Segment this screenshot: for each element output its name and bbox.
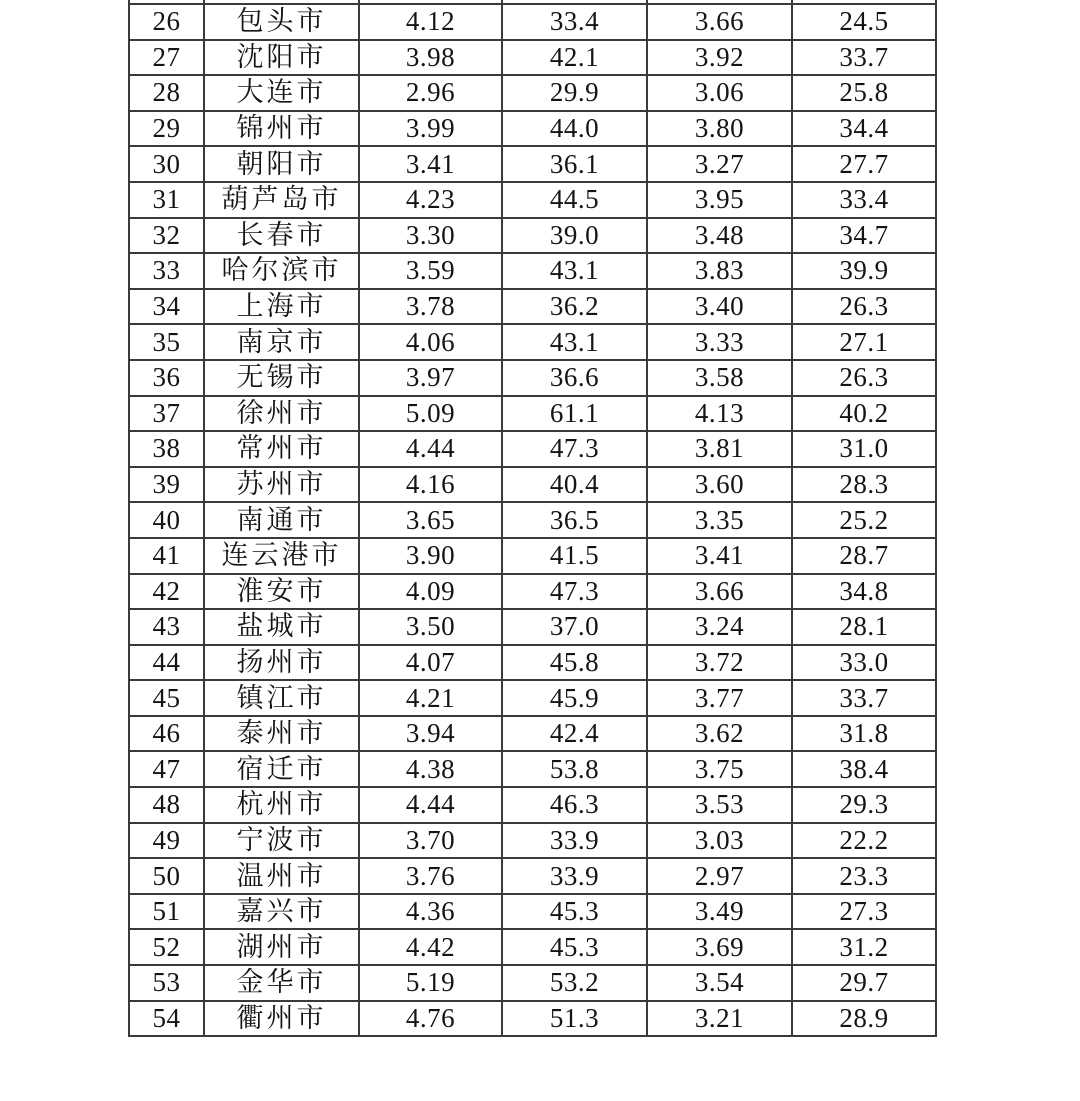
value-cell-1: 4.44	[359, 787, 502, 823]
value-cell-2: 36.1	[502, 146, 647, 182]
table-row	[129, 75, 936, 111]
table-row	[129, 146, 936, 182]
table-row	[129, 324, 936, 360]
city-name-cell: 长春市	[204, 218, 359, 254]
value-cell-3: 3.72	[647, 645, 792, 681]
value-cell-2: 45.3	[502, 929, 647, 965]
table-row	[129, 360, 936, 396]
value-cell-4: 25.2	[792, 502, 936, 538]
value-cell-1: 4.06	[359, 324, 502, 360]
row-number-cell: 33	[129, 253, 204, 289]
value-cell-1: 4.38	[359, 751, 502, 787]
row-number-cell: 54	[129, 1001, 204, 1037]
row-number-cell: 49	[129, 823, 204, 859]
value-cell-2: 40.4	[502, 467, 647, 503]
value-cell-4: 33.4	[792, 182, 936, 218]
table-row	[129, 894, 936, 930]
row-number-cell: 44	[129, 645, 204, 681]
value-cell-4: 26.3	[792, 360, 936, 396]
value-cell-3: 3.27	[647, 146, 792, 182]
row-number-cell: 48	[129, 787, 204, 823]
value-cell-3: 3.06	[647, 75, 792, 111]
row-number-cell: 34	[129, 289, 204, 325]
table-row	[129, 716, 936, 752]
value-cell-4: 27.3	[792, 894, 936, 930]
city-name-cell: 上海市	[204, 289, 359, 325]
value-cell-3: 3.83	[647, 253, 792, 289]
value-cell-1: 4.42	[359, 929, 502, 965]
value-cell-1: 4.44	[359, 431, 502, 467]
value-cell-4: 33.0	[792, 645, 936, 681]
table-row	[129, 431, 936, 467]
value-cell-3: 3.62	[647, 716, 792, 752]
value-cell-2: 42.4	[502, 716, 647, 752]
value-cell-2: 45.8	[502, 645, 647, 681]
row-number-cell: 51	[129, 894, 204, 930]
row-number-cell: 36	[129, 360, 204, 396]
value-cell-3: 3.49	[647, 894, 792, 930]
table-row	[129, 40, 936, 76]
value-cell-2: 61.1	[502, 396, 647, 432]
row-number-cell: 50	[129, 858, 204, 894]
table-row	[129, 502, 936, 538]
value-cell-2: 39.0	[502, 218, 647, 254]
city-name-cell: 泰州市	[204, 716, 359, 752]
city-name-cell: 苏州市	[204, 467, 359, 503]
value-cell-1: 4.21	[359, 680, 502, 716]
value-cell-4: 28.7	[792, 538, 936, 574]
city-name-cell: 杭州市	[204, 787, 359, 823]
value-cell-1: 3.30	[359, 218, 502, 254]
value-cell-3: 3.48	[647, 218, 792, 254]
table-row	[129, 538, 936, 574]
value-cell-3: 3.66	[647, 4, 792, 40]
value-cell-4: 28.3	[792, 467, 936, 503]
table-body	[129, 0, 936, 1036]
value-cell-3: 3.58	[647, 360, 792, 396]
row-number-cell: 47	[129, 751, 204, 787]
value-cell-2: 47.3	[502, 574, 647, 610]
city-name-cell: 衢州市	[204, 1001, 359, 1037]
value-cell-3: 4.13	[647, 396, 792, 432]
table-row	[129, 1001, 936, 1037]
table-row	[129, 823, 936, 859]
value-cell-1: 5.09	[359, 396, 502, 432]
value-cell-3: 3.69	[647, 929, 792, 965]
value-cell-4: 27.7	[792, 146, 936, 182]
city-name-cell: 镇江市	[204, 680, 359, 716]
value-cell-4: 34.7	[792, 218, 936, 254]
row-number-cell: 41	[129, 538, 204, 574]
row-number-cell: 37	[129, 396, 204, 432]
city-name-cell: 葫芦岛市	[204, 182, 359, 218]
city-name-cell: 盐城市	[204, 609, 359, 645]
value-cell-1: 3.78	[359, 289, 502, 325]
city-name-cell: 温州市	[204, 858, 359, 894]
row-number-cell: 52	[129, 929, 204, 965]
city-statistics-table	[128, 0, 937, 1037]
city-name-cell: 扬州市	[204, 645, 359, 681]
value-cell-2: 36.5	[502, 502, 647, 538]
value-cell-4: 31.0	[792, 431, 936, 467]
city-name-cell: 金华市	[204, 965, 359, 1001]
value-cell-4: 34.4	[792, 111, 936, 147]
city-name-cell: 锦州市	[204, 111, 359, 147]
row-number-cell: 45	[129, 680, 204, 716]
value-cell-1: 3.90	[359, 538, 502, 574]
city-name-cell: 连云港市	[204, 538, 359, 574]
value-cell-3: 2.97	[647, 858, 792, 894]
table-row	[129, 609, 936, 645]
value-cell-4: 39.9	[792, 253, 936, 289]
row-number-cell: 26	[129, 4, 204, 40]
value-cell-1: 2.96	[359, 75, 502, 111]
value-cell-3: 3.35	[647, 502, 792, 538]
value-cell-3: 3.75	[647, 751, 792, 787]
table-row	[129, 289, 936, 325]
table-row	[129, 929, 936, 965]
value-cell-1: 5.19	[359, 965, 502, 1001]
value-cell-2: 45.9	[502, 680, 647, 716]
value-cell-2: 36.6	[502, 360, 647, 396]
table-row	[129, 645, 936, 681]
value-cell-1: 3.59	[359, 253, 502, 289]
value-cell-3: 3.92	[647, 40, 792, 76]
table-row	[129, 965, 936, 1001]
value-cell-4: 29.7	[792, 965, 936, 1001]
table-row	[129, 680, 936, 716]
value-cell-4: 34.8	[792, 574, 936, 610]
value-cell-4: 28.9	[792, 1001, 936, 1037]
city-name-cell: 徐州市	[204, 396, 359, 432]
value-cell-1: 4.07	[359, 645, 502, 681]
value-cell-4: 40.2	[792, 396, 936, 432]
value-cell-2: 44.5	[502, 182, 647, 218]
value-cell-1: 3.99	[359, 111, 502, 147]
value-cell-3: 3.66	[647, 574, 792, 610]
city-name-cell: 大连市	[204, 75, 359, 111]
value-cell-4: 31.2	[792, 929, 936, 965]
value-cell-1: 3.50	[359, 609, 502, 645]
table-row	[129, 467, 936, 503]
table-row	[129, 182, 936, 218]
value-cell-3: 3.77	[647, 680, 792, 716]
city-name-cell: 宿迁市	[204, 751, 359, 787]
value-cell-4: 22.2	[792, 823, 936, 859]
value-cell-4: 29.3	[792, 787, 936, 823]
value-cell-2: 51.3	[502, 1001, 647, 1037]
table-row	[129, 4, 936, 40]
city-name-cell: 沈阳市	[204, 40, 359, 76]
city-name-cell: 朝阳市	[204, 146, 359, 182]
value-cell-1: 4.16	[359, 467, 502, 503]
table-row	[129, 218, 936, 254]
value-cell-4: 33.7	[792, 680, 936, 716]
city-name-cell: 常州市	[204, 431, 359, 467]
value-cell-4: 31.8	[792, 716, 936, 752]
table-row	[129, 574, 936, 610]
value-cell-2: 45.3	[502, 894, 647, 930]
value-cell-3: 3.80	[647, 111, 792, 147]
table-row	[129, 253, 936, 289]
value-cell-3: 3.21	[647, 1001, 792, 1037]
city-name-cell: 宁波市	[204, 823, 359, 859]
value-cell-4: 27.1	[792, 324, 936, 360]
row-number-cell: 46	[129, 716, 204, 752]
value-cell-2: 37.0	[502, 609, 647, 645]
row-number-cell: 31	[129, 182, 204, 218]
value-cell-1: 4.76	[359, 1001, 502, 1037]
value-cell-1: 3.70	[359, 823, 502, 859]
value-cell-3: 3.60	[647, 467, 792, 503]
value-cell-2: 33.9	[502, 858, 647, 894]
row-number-cell: 38	[129, 431, 204, 467]
value-cell-1: 3.76	[359, 858, 502, 894]
value-cell-3: 3.33	[647, 324, 792, 360]
value-cell-2: 53.8	[502, 751, 647, 787]
row-number-cell: 30	[129, 146, 204, 182]
row-number-cell: 27	[129, 40, 204, 76]
value-cell-1: 3.94	[359, 716, 502, 752]
value-cell-2: 41.5	[502, 538, 647, 574]
value-cell-2: 36.2	[502, 289, 647, 325]
value-cell-3: 3.95	[647, 182, 792, 218]
row-number-cell: 40	[129, 502, 204, 538]
city-name-cell: 南京市	[204, 324, 359, 360]
value-cell-1: 4.09	[359, 574, 502, 610]
value-cell-3: 3.54	[647, 965, 792, 1001]
value-cell-3: 3.41	[647, 538, 792, 574]
value-cell-4: 25.8	[792, 75, 936, 111]
value-cell-2: 29.9	[502, 75, 647, 111]
table-row	[129, 396, 936, 432]
city-name-cell: 湖州市	[204, 929, 359, 965]
value-cell-1: 3.65	[359, 502, 502, 538]
value-cell-1: 4.23	[359, 182, 502, 218]
value-cell-2: 42.1	[502, 40, 647, 76]
value-cell-3: 3.40	[647, 289, 792, 325]
value-cell-2: 53.2	[502, 965, 647, 1001]
value-cell-1: 4.12	[359, 4, 502, 40]
value-cell-4: 38.4	[792, 751, 936, 787]
value-cell-4: 26.3	[792, 289, 936, 325]
value-cell-4: 33.7	[792, 40, 936, 76]
table-row	[129, 751, 936, 787]
value-cell-4: 28.1	[792, 609, 936, 645]
value-cell-4: 24.5	[792, 4, 936, 40]
value-cell-2: 43.1	[502, 253, 647, 289]
value-cell-1: 4.36	[359, 894, 502, 930]
city-name-cell: 淮安市	[204, 574, 359, 610]
city-name-cell: 嘉兴市	[204, 894, 359, 930]
value-cell-2: 44.0	[502, 111, 647, 147]
city-name-cell: 哈尔滨市	[204, 253, 359, 289]
row-number-cell: 29	[129, 111, 204, 147]
city-name-cell: 无锡市	[204, 360, 359, 396]
row-number-cell: 53	[129, 965, 204, 1001]
value-cell-2: 47.3	[502, 431, 647, 467]
table-row	[129, 787, 936, 823]
row-number-cell: 43	[129, 609, 204, 645]
city-name-cell: 包头市	[204, 4, 359, 40]
value-cell-3: 3.53	[647, 787, 792, 823]
row-number-cell: 42	[129, 574, 204, 610]
value-cell-3: 3.81	[647, 431, 792, 467]
row-number-cell: 35	[129, 324, 204, 360]
row-number-cell: 39	[129, 467, 204, 503]
value-cell-1: 3.97	[359, 360, 502, 396]
city-name-cell: 南通市	[204, 502, 359, 538]
value-cell-3: 3.24	[647, 609, 792, 645]
table-row	[129, 111, 936, 147]
value-cell-2: 33.4	[502, 4, 647, 40]
value-cell-4: 23.3	[792, 858, 936, 894]
value-cell-2: 43.1	[502, 324, 647, 360]
row-number-cell: 28	[129, 75, 204, 111]
value-cell-1: 3.98	[359, 40, 502, 76]
value-cell-2: 33.9	[502, 823, 647, 859]
table-row	[129, 858, 936, 894]
table-container	[128, 0, 937, 1037]
value-cell-1: 3.41	[359, 146, 502, 182]
row-number-cell: 32	[129, 218, 204, 254]
value-cell-2: 46.3	[502, 787, 647, 823]
value-cell-3: 3.03	[647, 823, 792, 859]
